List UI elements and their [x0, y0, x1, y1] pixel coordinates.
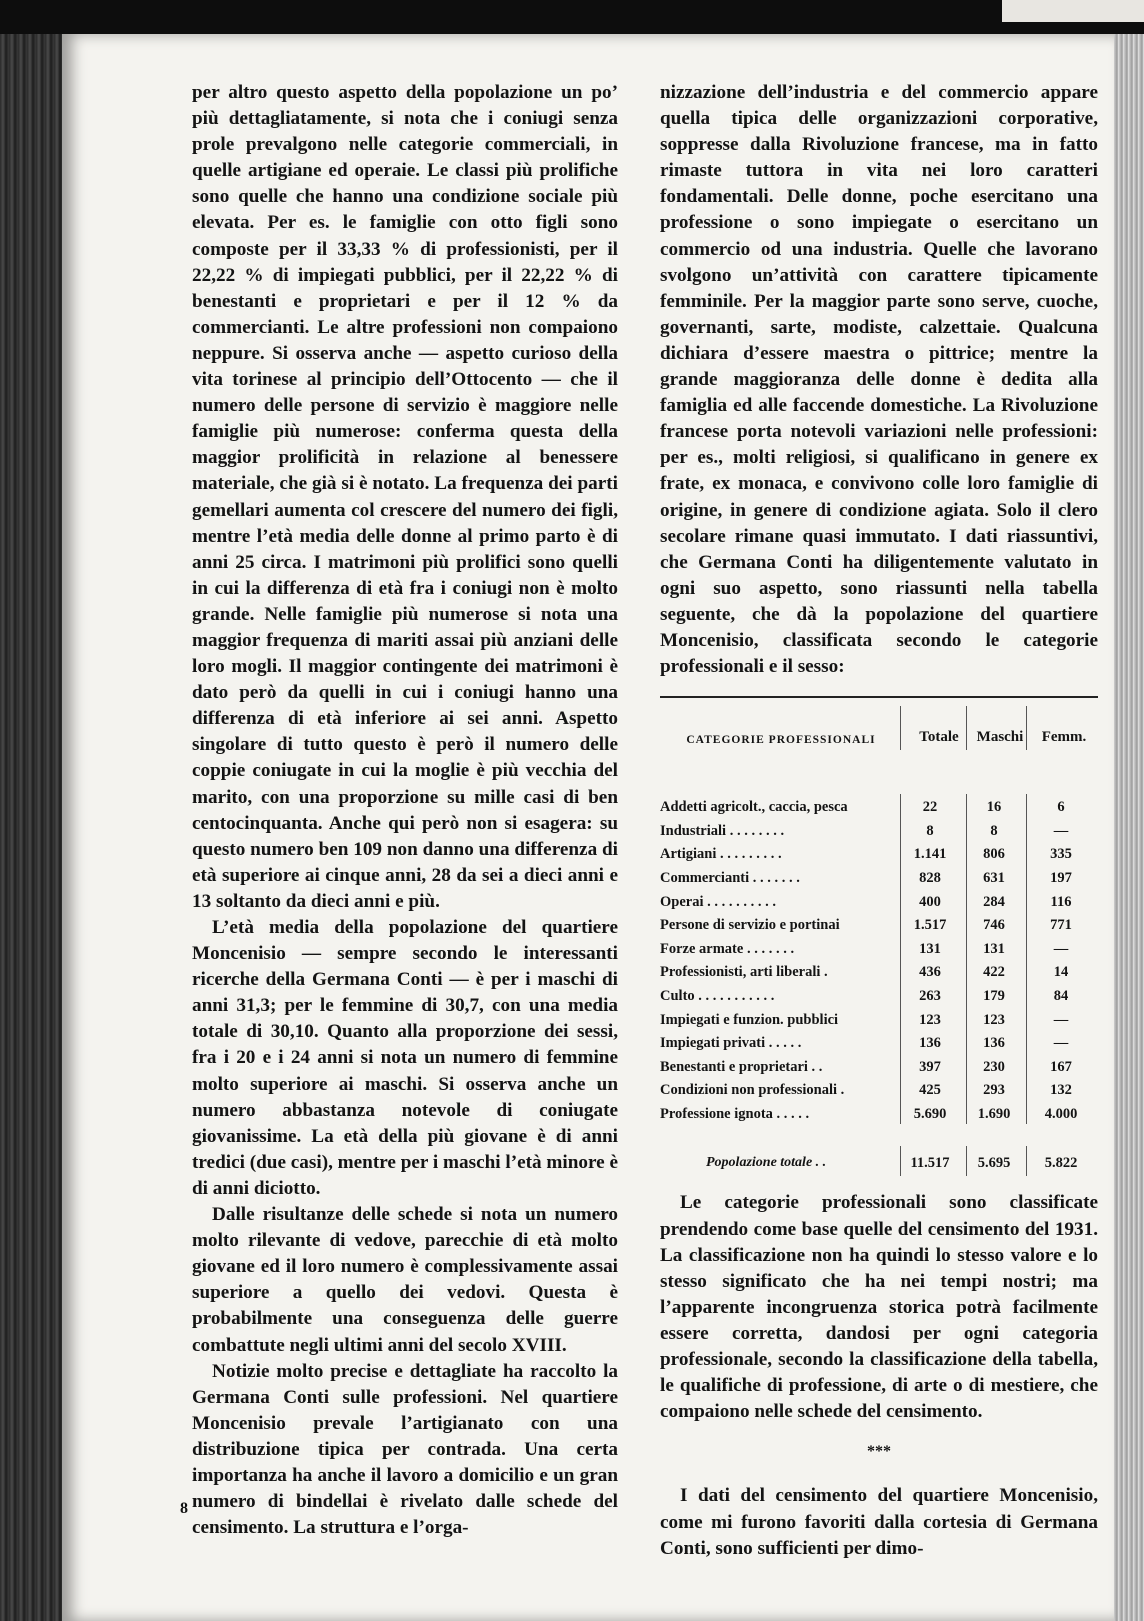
table-cell-female: 335: [1050, 846, 1072, 863]
header-female: Femm.: [1041, 729, 1087, 746]
left-paragraph-4: Notizie molto precise e dettagliate ha raccolto la Germana Conti sulle professioni. Nel quartiere Moncenisio prevale l’artigianato con una distribuzione tipica per contrada. Una certa importanza ha anche il lavoro a domicilio e un gran numero di bindellai è rivelato dalle schede del censimento. La struttura e l’orga-: [192, 1360, 618, 1539]
table-rule: [900, 706, 901, 750]
right-paragraph-end: I dati del censimento del quartiere Moncenisio, come mi furono favoriti dalla cortesia di Germana Conti, sono sufficienti per dimo-: [660, 1485, 1098, 1559]
table-row: [660, 818, 1098, 842]
table-cell-total: 425: [919, 1082, 941, 1099]
table-cell-female: —: [1053, 1035, 1069, 1052]
table-cell-category: Persone di servizio e portinai: [660, 917, 840, 934]
table-cell-total: 8: [926, 822, 934, 839]
table-cell-category: Industriali . . . . . . . .: [660, 822, 785, 839]
table-cell-female: 14: [1053, 964, 1069, 981]
table-cell-female: 167: [1050, 1058, 1072, 1075]
table-cell-female: 116: [1050, 893, 1072, 910]
scan-top-border: [0, 0, 1144, 34]
table-body: [660, 794, 1098, 1124]
header-total: Totale: [919, 729, 959, 746]
table-row: [660, 912, 1098, 936]
table-cell-total: 136: [919, 1035, 941, 1052]
table-row: [660, 841, 1098, 865]
table-rule: [966, 706, 967, 750]
table-cell-male: 806: [983, 846, 1005, 863]
table-rule: [900, 1146, 901, 1176]
table-cell-male: 230: [983, 1058, 1005, 1075]
right-paragraph-after-table: Le categorie professionali sono classificate prendendo come base quelle del censimento del 1931. La classificazione non ha quindi lo stesso valore e lo stesso significato che ha nei tempi nostri; ma l’apparente incongruenza storica potrà facilmente essere corretta, dandosi per ogni categoria professionale, secondo la classificazione della tabella, le qualifiche di professione, di arte o di mestiere, che compaiono nelle schede del censimento.: [660, 1192, 1098, 1423]
header-male: Maschi: [976, 729, 1024, 746]
table-cell-category: Commercianti . . . . . . .: [660, 869, 800, 886]
table-row: [660, 1077, 1098, 1101]
table-rule: [966, 1146, 967, 1176]
table-row: [660, 959, 1098, 983]
table-cell-male: 123: [983, 1011, 1005, 1028]
left-paragraph-3: Dalle risultanze delle schede si nota un numero molto rilevante di vedove, parecchie di età molto giovane ed il loro numero è complessivamente assai superiore a quello dei vedovi. Questa è probabilmente una conseguenza delle guerre combattute negli ultimi anni del secolo XVIII.: [192, 1204, 618, 1356]
table-row: [660, 865, 1098, 889]
table-header: [660, 698, 1098, 750]
table-cell-category: Professionisti, arti liberali .: [660, 964, 828, 981]
table-cell-total: 5.690: [913, 1105, 947, 1122]
table-cell-total: 22: [922, 799, 938, 816]
table-cell-male: 631: [983, 869, 1005, 886]
table-cell-category: Impiegati privati . . . . .: [660, 1035, 802, 1052]
table-cell-female: 4.000: [1044, 1105, 1078, 1122]
table-cell-female: 771: [1050, 917, 1072, 934]
table-cell-female: 197: [1050, 869, 1072, 886]
total-male-cell: 5.695: [977, 1155, 1011, 1172]
book-spine-edge: [0, 34, 64, 1621]
table-row: [660, 983, 1098, 1007]
total-cell: 11.517: [910, 1155, 950, 1172]
table-cell-category: Condizioni non professionali .: [660, 1082, 845, 1099]
total-label: Popolazione totale . .: [706, 1155, 827, 1171]
table-cell-category: Operai . . . . . . . . . .: [660, 893, 776, 910]
page-stack-edge: [1114, 34, 1144, 1621]
table-cell-male: 1.690: [977, 1105, 1011, 1122]
table-row: [660, 1101, 1098, 1125]
table-cell-male: 422: [983, 964, 1005, 981]
table-cell-male: 293: [983, 1082, 1005, 1099]
section-separator: ***: [867, 1443, 891, 1461]
table-cell-total: 397: [919, 1058, 941, 1075]
right-column: [660, 80, 1098, 1562]
table-cell-category: Professione ignota . . . . .: [660, 1105, 810, 1122]
table-cell-category: Benestanti e proprietari . .: [660, 1058, 823, 1075]
table-cell-total: 1.141: [913, 846, 947, 863]
table-cell-total: 400: [919, 893, 941, 910]
table-cell-total: 1.517: [913, 917, 947, 934]
professions-table: [660, 696, 1098, 1176]
table-cell-female: 132: [1050, 1082, 1072, 1099]
left-paragraph-1: per altro questo aspetto della popolazione un po’ più dettagliatamente, si nota che i coniugi senza prole prevalgono nelle categorie commerciali, in quelle artigiane ed operaie. Le classi più prolifiche sono quelle che hanno una condizione sociale più elevata. Per es. le famiglie con otto figli sono composte per il 33,33 % di professionisti, per il 22,22 % di impiegati pubblici, per il 22,22 % di benestanti e proprietari e per il 12 % da commercianti. Le altre professioni non compaiono neppure. Si osserva anche — aspetto curioso della vita torinese al principio dell’Ottocento — che il numero delle persone di servizio è maggiore nelle famiglie più numerose: conferma questa della maggior prolificità in relazione al benessere materiale, che già si è notato. La frequenza dei parti gemellari aumenta col crescere del numero dei figli, mentre l’età media delle donne al primo parto è di anni 25 circa. I matrimoni più prolifici sono quelli in cui la differenza di età fra i coniugi non è molto grande. Nelle famiglie più numerose si nota una maggior frequenza di mariti assai più anziani delle loro mogli. Il maggior contingente dei matrimoni è dato però da quelli in cui i coniugi hanno una differenza di età inferiore ai sei anni. Aspetto singolare di tutto questo è però il numero delle coppie coniugate in cui la moglie è più vecchia del marito, con una proporzione su mille casi di ben centocinquanta. Anche qui però non si esagera: su questo numero ben 109 non danno una differenza di età superiore ai cinque anni, 28 da sei a dieci anni e 13 soltanto da dieci anni e più.: [192, 82, 618, 912]
table-cell-total: 131: [919, 940, 941, 957]
table-cell-male: 131: [983, 940, 1005, 957]
table-cell-category: Impiegati e funzion. pubblici: [660, 1011, 839, 1028]
table-cell-female: —: [1053, 1011, 1069, 1028]
table-cell-total: 263: [919, 987, 941, 1004]
table-cell-male: 136: [983, 1035, 1005, 1052]
table-cell-male: 746: [983, 917, 1005, 934]
table-cell-total: 123: [919, 1011, 941, 1028]
left-column: [192, 80, 618, 1541]
table-row: [660, 889, 1098, 913]
table-row: [660, 1030, 1098, 1054]
page-number: 8: [180, 1500, 188, 1517]
table-total-row: [660, 1146, 1098, 1176]
right-paragraph-intro: nizzazione dell’industria e del commercio appare quella tipica delle organizzazioni corporative, soppresse dalla Rivoluzione francese, ma in fatto rimaste tuttora in vita nei loro caratteri fondamentali. Delle donne, poche esercitano una professione o sono impiegate o esercitano un commercio od una industria. Quelle che lavorano svolgono un’attività con carattere tipicamente femminile. Per la maggior parte sono serve, cuoche, governanti, sarte, modiste, calzettaie. Qualcuna dichiara d’essere maestra o pittrice; mentre la grande maggioranza delle donne è dedita alla famiglia ed alle faccende domestiche. La Rivoluzione francese porta notevoli variazioni nelle professioni: per es., molti religiosi, si qualificano in genere ex frate, ex monaca, e convivono colle loro famiglie di origine, in genere di condizione agiata. Solo il clero secolare rimane quasi immutato. I dati riassuntivi, che Germana Conti ha diligentemente valutato in ogni suo aspetto, sono riassunti nella tabella seguente, che dà la popolazione del quartiere Moncenisio, classificata secondo le categorie professionali e il sesso:: [660, 82, 1098, 678]
table-cell-male: 8: [990, 822, 998, 839]
table-cell-female: 6: [1057, 799, 1065, 816]
table-cell-male: 179: [983, 987, 1005, 1004]
table-cell-female: —: [1053, 822, 1069, 839]
table-rule: [1026, 1146, 1027, 1176]
table-row: [660, 1007, 1098, 1031]
table-cell-male: 16: [986, 799, 1002, 816]
table-cell-category: Artigiani . . . . . . . . .: [660, 846, 782, 863]
table-row: [660, 936, 1098, 960]
table-cell-category: Culto . . . . . . . . . . .: [660, 987, 775, 1004]
table-rule: [1026, 706, 1027, 750]
table-cell-category: Forze armate . . . . . . .: [660, 940, 795, 957]
scan-top-notch: [1002, 0, 1144, 22]
table-cell-total: 828: [919, 869, 941, 886]
table-cell-total: 436: [919, 964, 941, 981]
table-row: [660, 1054, 1098, 1078]
table-cell-female: —: [1053, 940, 1069, 957]
total-female-cell: 5.822: [1044, 1155, 1078, 1172]
table-cell-category: Addetti agricolt., caccia, pesca: [660, 799, 848, 816]
table-cell-male: 284: [983, 893, 1005, 910]
table-row: [660, 794, 1098, 818]
table-cell-female: 84: [1053, 987, 1069, 1004]
left-paragraph-2: L’età media della popolazione del quartiere Moncenisio — sempre secondo le interessanti ricerche della Germana Conti — è per i maschi di anni 31,3; per le femmine di 30,7, con una media totale di 30,10. Quanto alla proporzione dei sessi, fra i 20 e i 24 anni si nota un numero di femmine molto superiore ai maschi. Si osserva anche un numero abbastanza notevole di coniugate giovanissime. La età della più giovane è di anni tredici (due casi), mentre per i maschi l’età minore è di anni diciotto.: [192, 917, 618, 1199]
header-category: CATEGORIE PROFESSIONALI: [686, 734, 876, 747]
